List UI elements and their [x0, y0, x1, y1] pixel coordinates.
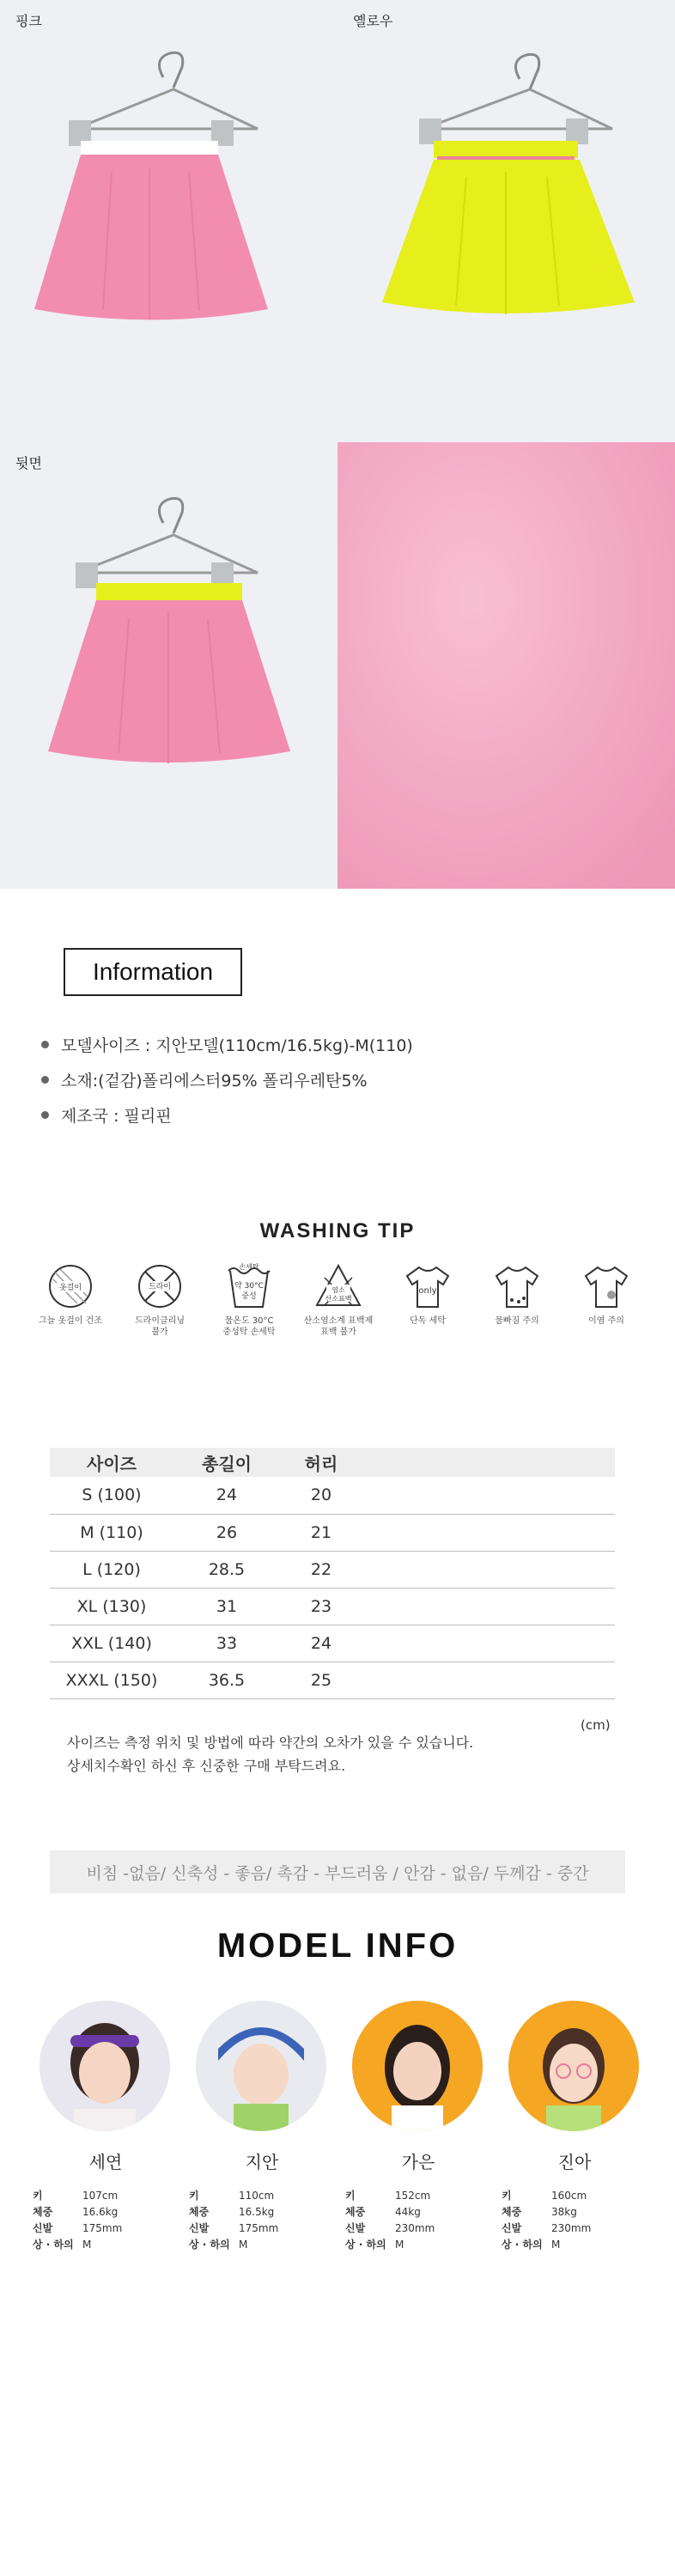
wash-separately-icon — [404, 1262, 452, 1310]
cell-length: 24 — [173, 1477, 280, 1514]
hand-wash-30-icon — [225, 1262, 273, 1310]
stat-key: 신발 — [189, 2222, 210, 2234]
header-length: 총길이 — [173, 1448, 280, 1477]
svg-text:손세탁: 손세탁 — [239, 1263, 259, 1271]
stat-value: 110cm — [239, 2189, 275, 2202]
photo-label: 핑크 — [15, 13, 42, 29]
wash-item-color-bleed — [476, 1262, 558, 1338]
stat-value: M — [82, 2238, 92, 2251]
washing-tip-title: WASHING TIP — [259, 1219, 416, 1242]
model-stats — [33, 2187, 122, 2252]
wash-item-hand-wash — [208, 1262, 290, 1338]
table-row — [50, 1551, 615, 1588]
model-name: 가은 — [401, 2152, 435, 2172]
stat-value: M — [395, 2238, 404, 2251]
stat-key: 체중 — [33, 2206, 53, 2218]
wash-label: 드라이클리닝 불가 — [135, 1316, 185, 1337]
info-origin: 제조국 : 필리핀 — [41, 1097, 413, 1133]
stat-key: 신발 — [345, 2222, 366, 2234]
photo-label: 옐로우 — [353, 13, 393, 29]
model-card-jian — [189, 2001, 335, 2252]
model-card-gaeun — [345, 2001, 491, 2252]
stat-key: 체중 — [189, 2206, 210, 2218]
header-waist: 허리 — [280, 1448, 362, 1477]
wash-item-no-bleach — [297, 1262, 380, 1338]
cell-empty — [362, 1662, 615, 1698]
table-row — [50, 1514, 615, 1551]
size-note-line: 사이즈는 측정 위치 및 방법에 따라 약간의 오차가 있을 수 있습니다. — [67, 1735, 474, 1751]
stat-value: 230mm — [551, 2221, 592, 2234]
stat-key: 키 — [345, 2190, 356, 2202]
color-bleed-icon — [493, 1262, 541, 1310]
cell-waist: 25 — [280, 1662, 362, 1698]
no-bleach-icon — [314, 1262, 362, 1310]
table-row — [50, 1662, 615, 1698]
stat-key: 키 — [189, 2190, 199, 2202]
model-name: 진아 — [557, 2152, 592, 2172]
model-stats — [345, 2187, 435, 2252]
svg-text:산소표백: 산소표백 — [325, 1295, 352, 1303]
fabric-features-bar: 비침 -없음/ 신축성 - 좋음/ 촉감 - 부드러움 / 안감 - 없음/ 두께감 - 중간 — [50, 1850, 625, 1893]
avatar — [508, 2001, 639, 2131]
shade-hang-dry-icon — [46, 1262, 94, 1310]
svg-text:염소: 염소 — [331, 1286, 345, 1294]
model-name: 지안 — [245, 2152, 279, 2172]
cell-length: 31 — [173, 1588, 280, 1625]
cell-size: S (100) — [50, 1477, 173, 1514]
stat-value: 16.6kg — [82, 2205, 119, 2218]
model-stats — [189, 2187, 278, 2252]
info-model-size: 모델사이즈 : 지안모델(110cm/16.5kg)-M(110) — [41, 1027, 413, 1062]
stat-key: 상 · 하의 — [33, 2239, 74, 2251]
svg-text:옷걸이: 옷걸이 — [58, 1284, 82, 1292]
table-row — [50, 1625, 615, 1662]
cell-length: 36.5 — [173, 1662, 280, 1698]
stat-value: 175mm — [239, 2221, 279, 2234]
cell-size: XL (130) — [50, 1588, 173, 1625]
avatar — [196, 2001, 326, 2131]
size-note — [67, 1731, 473, 1777]
stat-key: 신발 — [502, 2222, 522, 2234]
wash-label: 단독 세탁 — [410, 1316, 446, 1326]
yellow-skirt-image — [338, 0, 675, 442]
wash-item-wash-separately — [386, 1262, 469, 1338]
cell-size: L (120) — [50, 1551, 173, 1588]
cell-waist: 21 — [280, 1514, 362, 1551]
cell-empty — [362, 1514, 615, 1551]
cell-waist: 20 — [280, 1477, 362, 1514]
cell-empty — [362, 1625, 615, 1662]
cell-waist: 24 — [280, 1625, 362, 1662]
stat-value: 16.5kg — [239, 2205, 275, 2218]
stat-key: 상 · 하의 — [189, 2239, 230, 2251]
wash-item-dye-transfer — [565, 1262, 648, 1338]
table-row — [50, 1477, 615, 1514]
model-stats — [502, 2187, 591, 2252]
stat-key: 상 · 하의 — [502, 2239, 543, 2251]
stat-value: 160cm — [551, 2189, 587, 2202]
size-table — [50, 1448, 615, 1699]
cell-empty — [362, 1551, 615, 1588]
cell-length: 28.5 — [173, 1551, 280, 1588]
svg-text:약 30°C: 약 30°C — [234, 1282, 264, 1291]
fabric-closeup — [338, 442, 675, 889]
wash-item-no-dry-clean — [119, 1262, 201, 1338]
photo-back-view — [0, 442, 338, 889]
wash-item-shade-dry — [29, 1262, 112, 1338]
table-row — [50, 1588, 615, 1625]
svg-text:only: only — [418, 1286, 437, 1296]
dye-transfer-icon — [582, 1262, 630, 1310]
wash-label: 이염 주의 — [588, 1316, 624, 1326]
photo-yellow-skirt — [338, 0, 675, 442]
cell-length: 26 — [173, 1514, 280, 1551]
stat-value: 175mm — [82, 2221, 123, 2234]
svg-text:드라이: 드라이 — [148, 1283, 172, 1291]
photo-pink-skirt — [0, 0, 338, 442]
cell-size: XXXL (150) — [50, 1662, 173, 1698]
stat-value: 230mm — [395, 2221, 435, 2234]
wash-label: 산소염소계 표백제 표백 불가 — [303, 1316, 374, 1337]
wash-label: 물빠짐 주의 — [495, 1316, 539, 1326]
model-info-title: MODEL INFO — [216, 1927, 459, 1965]
cell-empty — [362, 1477, 615, 1514]
model-card-seyeon — [33, 2001, 179, 2252]
size-unit: (cm) — [581, 1717, 611, 1733]
fabric-texture-image — [338, 442, 675, 889]
cell-size: M (110) — [50, 1514, 173, 1551]
header-empty — [362, 1448, 615, 1477]
stat-value: 152cm — [395, 2189, 431, 2202]
model-name: 세연 — [88, 2152, 123, 2172]
stat-key: 체중 — [345, 2206, 366, 2218]
stat-value: 44kg — [395, 2205, 421, 2218]
avatar — [352, 2001, 483, 2131]
no-dry-clean-icon — [136, 1262, 184, 1310]
stat-key: 키 — [33, 2190, 43, 2202]
stat-key: 상 · 하의 — [345, 2239, 386, 2251]
size-note-line: 상세치수확인 하신 후 신중한 구매 부탁드려요. — [67, 1758, 346, 1774]
stat-key: 신발 — [33, 2222, 53, 2234]
cell-size: XXL (140) — [50, 1625, 173, 1662]
cell-waist: 23 — [280, 1588, 362, 1625]
stat-value: 107cm — [82, 2189, 119, 2202]
cell-waist: 22 — [280, 1551, 362, 1588]
info-material: 소재:(겉감)폴리에스터95% 폴리우레탄5% — [41, 1062, 413, 1097]
washing-icons — [29, 1262, 648, 1338]
model-card-jina — [502, 2001, 648, 2252]
cell-empty — [362, 1588, 615, 1625]
svg-text:중성: 중성 — [241, 1292, 257, 1301]
header-size: 사이즈 — [50, 1448, 173, 1477]
avatar — [40, 2001, 170, 2131]
wash-label: 그늘 옷걸이 건조 — [39, 1316, 102, 1326]
pink-skirt-image — [0, 0, 338, 442]
info-list — [41, 1027, 413, 1133]
wash-label: 물온도 30°C 중성탁 손세탁 — [222, 1316, 276, 1337]
stat-key: 체중 — [502, 2206, 522, 2218]
photo-label: 뒷면 — [15, 455, 42, 471]
information-heading: Information — [64, 948, 242, 996]
stat-value: 38kg — [551, 2205, 577, 2218]
size-table-header — [50, 1448, 615, 1477]
cell-length: 33 — [173, 1625, 280, 1662]
stat-value: M — [551, 2238, 561, 2251]
back-skirt-image — [0, 442, 338, 889]
stat-key: 키 — [502, 2190, 512, 2202]
stat-value: M — [239, 2238, 248, 2251]
